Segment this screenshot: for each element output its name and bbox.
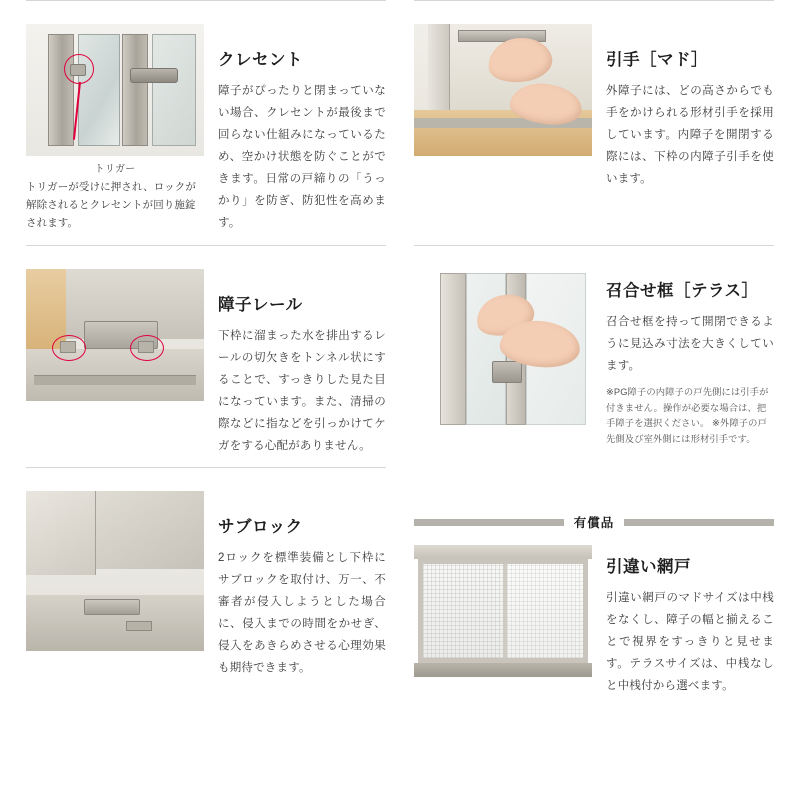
banner-bar-right [624, 519, 774, 526]
paid-product-label: 有償品 [573, 516, 615, 531]
sub-lock-text [218, 491, 386, 679]
pull-handle-body: 外障子には、どの高さからでも手をかけられる形材引手を採用しています。内障子を開閉する際には、下枠の内障子引手を使います。 [606, 85, 774, 186]
crescent-figure [26, 24, 204, 233]
shoji-rail-title: 障子レール [218, 295, 303, 314]
meeting-stile-note: ※PG障子の内障子の戸先側には引手が付きません。操作が必要な場合は、把手障子を選択ください。 ※外障子の戸先側及び室外側には形材引手です。 [606, 386, 769, 445]
banner-bar-left [414, 519, 564, 526]
screen-door-text [606, 545, 774, 697]
feature-grid [26, 0, 774, 707]
feature-cell-pull-handle [414, 0, 774, 245]
sub-lock-title: サブロック [218, 518, 303, 537]
crescent-figure-note: トリガーが受けに押され、ロックが解除されるとクレセントが回り施錠されます。 [26, 181, 196, 229]
screen-door-figure [414, 545, 592, 677]
pull-handle-figure [414, 24, 592, 156]
meeting-stile-figure [414, 269, 592, 429]
crescent-text [218, 24, 386, 235]
screen-door-body: 引違い網戸のマドサイズは中桟をなくし、障子の幅と揃えることで視界をすっきりと見せます。テラスサイズは、中桟なしと中桟付から選べます。 [606, 592, 774, 693]
paid-product-banner [414, 491, 774, 531]
crescent-body: 障子がぴったりと閉まっていない場合、クレセントが最後まで回らない仕組みになっているため、空かけ状態を防ぐことができます。日常の戸締りの「うっかり」を防ぎ、防犯性を高めます。 [218, 85, 386, 230]
crescent-title: クレセント [218, 51, 303, 69]
meeting-stile-text [606, 269, 774, 448]
sub-lock-photo [26, 491, 204, 651]
crescent-photo [26, 24, 204, 156]
feature-cell-crescent [26, 0, 386, 245]
feature-cell-shoji-rail [26, 245, 386, 467]
shoji-rail-photo [26, 269, 204, 401]
meeting-stile-body: 召合せ框を持って開閉できるように見込み寸法を大きくしています。 [606, 315, 774, 372]
pull-handle-text [606, 24, 774, 190]
pull-handle-photo [414, 24, 592, 156]
shoji-rail-text [218, 269, 386, 457]
feature-cell-meeting-stile [414, 245, 774, 467]
meeting-stile-photo [414, 269, 592, 429]
crescent-figure-caption: トリガー [94, 164, 136, 175]
feature-cell-sub-lock [26, 467, 386, 707]
screen-door-photo [414, 545, 592, 677]
screen-door-title: 引違い網戸 [606, 558, 691, 577]
pull-handle-title: 引手［マド］ [606, 51, 708, 69]
shoji-rail-figure [26, 269, 204, 401]
feature-cell-screen-door [414, 467, 774, 707]
sub-lock-figure [26, 491, 204, 651]
highlight-ellipse [130, 335, 164, 361]
meeting-stile-title: 召合せ框［テラス］ [606, 281, 759, 300]
sub-lock-body: 2ロックを標準装備とし下枠にサブロックを取付け、万一、不審者が侵入しようとした場合に、侵入までの時間をかせぎ、侵入をあきらめさせる心理効果も期待できます。 [218, 552, 386, 675]
highlight-ellipse [64, 54, 94, 84]
highlight-ellipse [52, 335, 86, 361]
shoji-rail-body: 下枠に溜まった水を排出するレールの切欠きをトンネル状にすることで、すっきりした見た目になっています。また、清掃の際などに指などを引っかけてケガをする心配がありません。 [218, 329, 386, 452]
